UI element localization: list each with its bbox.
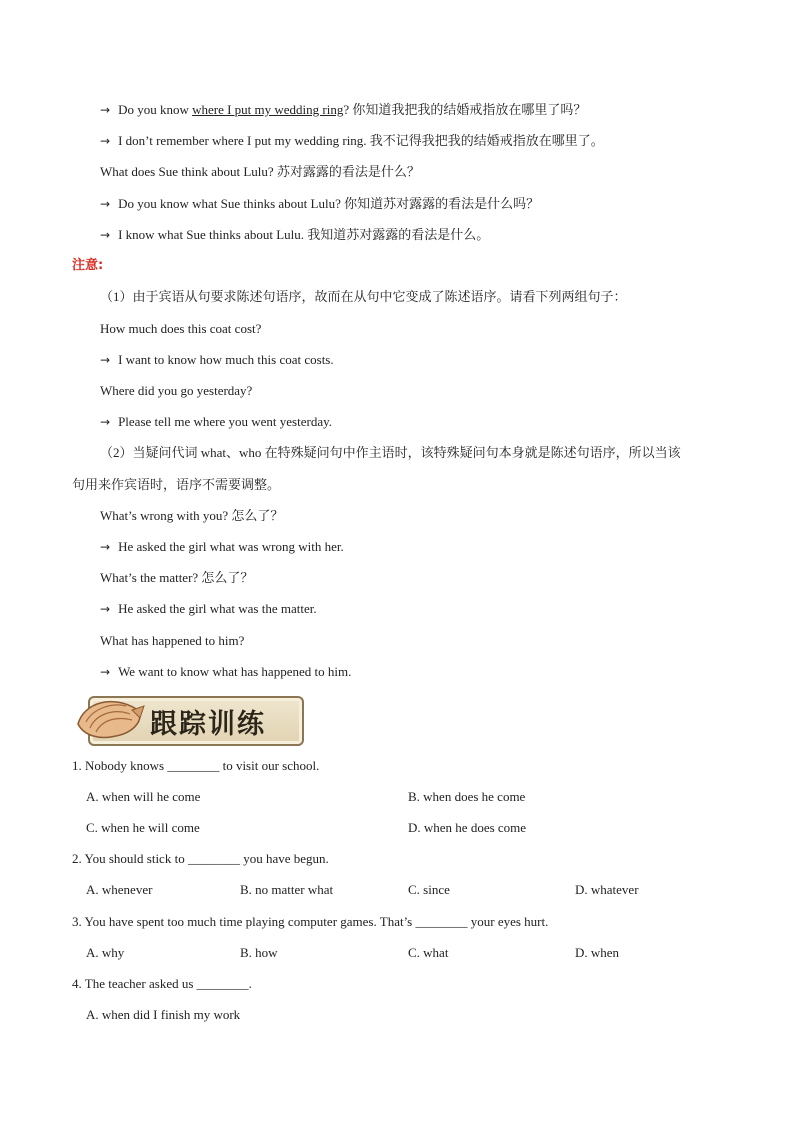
- banner-title: 跟踪训练: [150, 709, 266, 740]
- option-c: C. what: [408, 945, 449, 960]
- note-heading: 注意:: [72, 258, 104, 273]
- example-line: What’s wrong with you? 怎么了？: [100, 508, 284, 523]
- example-line: [100, 163, 420, 181]
- option-b: B. how: [240, 945, 278, 960]
- question-stem: 2. You should stick to ________ you have begun.: [72, 851, 329, 866]
- example-text: Please tell me where you went yesterday.: [118, 414, 333, 429]
- example-line: [100, 195, 539, 213]
- note-paragraph: （1）由于宾语从句要求陈述句语序，故而在从句中它变成了陈述语序。请看下列两组句子：: [100, 289, 627, 304]
- option-a: A. when did I finish my work: [86, 1007, 241, 1022]
- arrow-icon: →: [100, 415, 111, 429]
- question-stem: 1. Nobody knows ________ to visit our school.: [72, 758, 320, 773]
- option-b: B. when does he come: [408, 789, 526, 804]
- example-line: [100, 538, 344, 556]
- question-stem: 4. The teacher asked us ________.: [72, 976, 252, 991]
- underlined-clause: where I put my wedding ring: [192, 102, 344, 117]
- arrow-icon: →: [100, 602, 111, 616]
- example-text: We want to know what has happened to him.: [118, 664, 352, 679]
- option-d: D. when he does come: [408, 820, 527, 835]
- example-line: How much does this coat cost?: [100, 321, 262, 336]
- example-line: Where did you go yesterday?: [100, 383, 253, 398]
- example-line: What’s the matter? 怎么了？: [100, 570, 254, 585]
- example-line: [100, 101, 586, 119]
- option-b: B. no matter what: [240, 882, 334, 897]
- arrow-icon: →: [100, 228, 111, 242]
- arrow-icon: →: [100, 665, 111, 679]
- example-text: What does Sue think about Lulu? 苏对露露的看法是什么？: [100, 164, 420, 179]
- example-line: [100, 600, 317, 618]
- arrow-icon: →: [100, 134, 111, 148]
- example-text: Do you know: [118, 102, 193, 117]
- example-text: He asked the girl what was wrong with her.: [118, 539, 344, 554]
- example-line: [100, 663, 351, 681]
- arrow-icon: →: [100, 103, 111, 117]
- option-a: A. why: [86, 945, 125, 960]
- option-d: D. when: [575, 945, 620, 960]
- option-a: A. when will he come: [86, 789, 201, 804]
- arrow-icon: →: [100, 197, 111, 211]
- example-line: [100, 226, 489, 244]
- arrow-icon: →: [100, 353, 111, 367]
- example-line: [100, 132, 604, 150]
- example-text: I know what Sue thinks about Lulu. 我知道苏对露露的看法是什么。: [118, 227, 490, 242]
- section-banner: [70, 688, 302, 748]
- example-line: What has happened to him?: [100, 633, 245, 648]
- example-line: [100, 351, 334, 369]
- option-c: C. since: [408, 882, 450, 897]
- example-text: I don’t remember where I put my wedding ring. 我不记得我把我的结婚戒指放在哪里了。: [118, 133, 604, 148]
- option-c: C. when he will come: [86, 820, 200, 835]
- example-text: Do you know what Sue thinks about Lulu? 你知道苏对露露的看法是什么吗？: [118, 196, 540, 211]
- option-a: A. whenever: [86, 882, 153, 897]
- example-line: [100, 413, 332, 431]
- example-text: I want to know how much this coat costs.: [118, 352, 334, 367]
- note-paragraph: （2）当疑问代词 what、who 在特殊疑问句中作主语时，该特殊疑问句本身就是陈述句语序，所以当该: [100, 445, 681, 460]
- example-text: He asked the girl what was the matter.: [118, 601, 317, 616]
- arrow-icon: →: [100, 540, 111, 554]
- shell-icon: [70, 688, 150, 748]
- question-stem: 3. You have spent too much time playing computer games. That’s ________ your eyes hurt.: [72, 914, 549, 929]
- option-d: D. whatever: [575, 882, 639, 897]
- note-paragraph: 句用来作宾语时，语序不需要调整。: [72, 477, 281, 492]
- example-text: ? 你知道我把我的结婚戒指放在哪里了吗？: [343, 102, 587, 117]
